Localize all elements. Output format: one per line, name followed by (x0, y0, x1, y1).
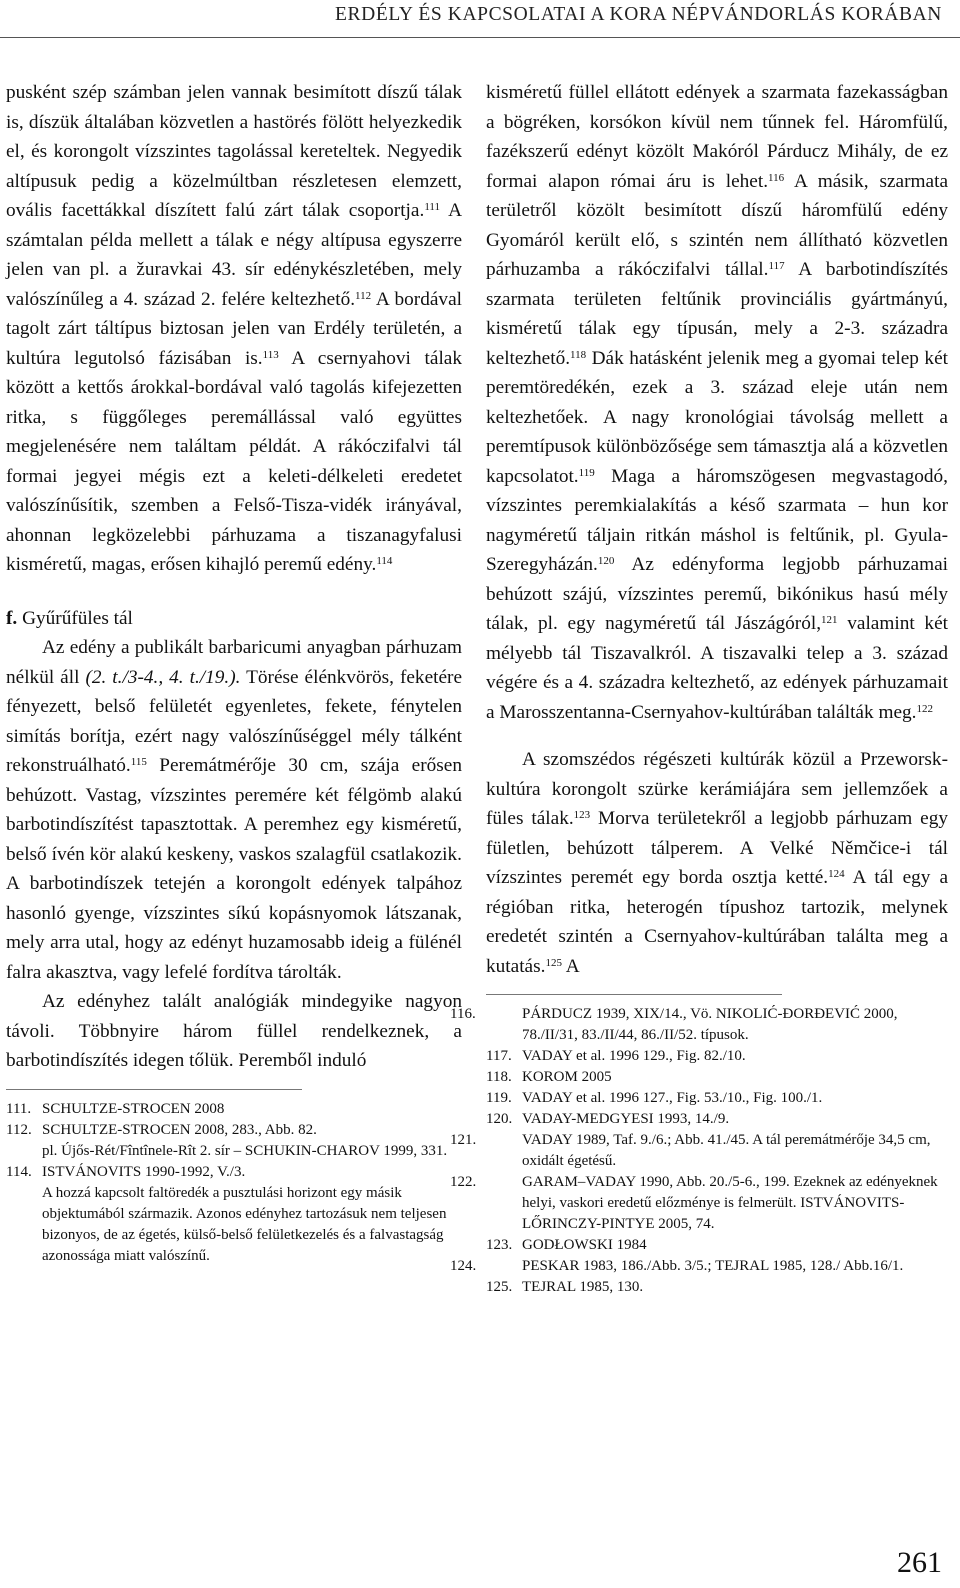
left-paragraph-1: pusként szép számban jelen vannak besimított díszű tálak is, díszük általában közvetlen a hastörés fölött helyezkedik el, és korongolt vízszintes tagolással kereteltek. Negyedik altípusuk pedig a közelmúltban részletesen elemzett, ovális facettákkal díszített falú zárt tálak csoportja.$^{111}$ A számtalan példa mellett a tálak e négy altípusa egyszerre jelen van pl. a žuravkai 43. sír edénykészletében, mely valószínűleg a 4. század 2. felére keltezhető.$^{112}$ A bordával tagolt zárt táltípus biztosan jelen van Erdély területén, a kultúra legutolsó fázisában is.$^{113}$ A csernyahovi tálak között a kettős árokkal-bordával való tagolás kifejezetten ritka, s függőleges peremállással való együttes megjelenésére nem találtam példát. A rákóczifalvi tál formai jegyei mégis ezt a keleti-délkeleti eredetet valószínűsítik, szemben a Felső-Tisza-vidék irányával, ahonnan legközelebbi párhuzama a tiszanagyfalusi kisméretű, magas, erősen kihajló peremű edény.$^{114}$ (6, 82, 463, 575)
footnote-ref-123[interactable]: 123 (573, 809, 591, 821)
footnote-114: 114. ISTVÁNOVITS 1990-1992, V./3. (6, 1163, 246, 1180)
left-footnotes (6, 1099, 462, 1267)
footnote-118: 118. KOROM 2005 (486, 1069, 612, 1085)
footnote-120: 120. VADAY-MEDGYESI 1993, 14./9. (486, 1111, 730, 1127)
footnote-rule (486, 994, 782, 995)
section-heading-f (6, 604, 462, 634)
footnote-ref-124[interactable]: 124 (828, 868, 845, 880)
footnote-112: 112. SCHULTZE-STROCEN 2008, 283., Abb. 82. (6, 1121, 317, 1138)
section-letter: f. (6, 607, 18, 629)
header-rule (0, 37, 960, 38)
footnote-117: 117. VADAY et al. 1996 129., Fig. 82./10. (486, 1048, 746, 1064)
footnote-ref-122[interactable]: 122 (916, 702, 933, 715)
footnote-113: pl. Újős-Rét/Fîntînele-Rît 2. sír – SCHUKIN-CHAROV 1999, 331. (42, 1142, 448, 1159)
footnote-ref-112[interactable]: 112 (355, 289, 372, 302)
footnote-ref-119[interactable]: 119 (578, 466, 595, 479)
footnote-ref-111[interactable]: 111 (424, 201, 440, 213)
footnote-ref-121[interactable]: 121 (821, 614, 838, 626)
footnote-122: 122. GARAM–VADAY 1990, Abb. 20./5-6., 199. Ezeknek az edényeknek helyi, vaskori eredetű előzménye is felmerült. ISTVÁNOVITS-LŐRINCZY-PINTYE 2005, 74. (450, 1174, 938, 1232)
footnote-ref-115[interactable]: 115 (130, 756, 147, 768)
footnote-ref-125[interactable]: 125 (545, 956, 562, 969)
footnote-125: 125. TEJRAL 1985, 130. (486, 1279, 644, 1295)
footnote-121: 121. VADAY 1989, Taf. 9./6.; Abb. 41./45. A tál peremátmérője 34,5 cm, oxidált égetésű. (450, 1132, 931, 1169)
footnote-116: 116. PÁRDUCZ 1939, XIX/14., Vö. NIKOLIĆ-ĐORĐEVIĆ 2000, 78./II/31, 83./II/44, 86./II/52. típusok. (450, 1006, 898, 1043)
right-paragraph-1: kisméretű füllel ellátott edények a szarmata fazekasságban a bögréken, korsókon kívül nem tűnnek fel. Háromfülű, fazékszerű edényt közölt Makóról Párducz Mihály, de ez formai alapon római áru is lehet.$^{116}$ A másik, szarmata területről közölt besimított díszű háromfülű edény Gyomáról került elő, s szintén nem állítható közvetlen párhuzamba a rákóczifalvi tállal.$^{117}$ A barbotindíszítés szarmata területen feltűnik provinciális gyártmányú, kisméretű tálak egy típusán, mely a 2-3. századra keltezhető.$^{118}$ Dák hatásként jelenik meg a gyomai telep két peremtöredékén, ezek a 3. század eleje után nem keltezhetőek. A nagy kronológiai távolság mellett a peremtípusok különbözősége sem támasztja alá a közvetlen kapcsolatot.$^{119}$ Maga a háromszögesen megvastagodó, vízszintes peremkialakítás a késő szarmata – hun kor nagyméretű táljain ritkán máshol is feltűnik, pl. Gyula-Szeregyházán.$^{120}$ Az edényforma legjobb párhuzamai behúzott szájú, vízszintes peremű, bikónikus hasú mély tálak, pl. egy nagyméretű tál Jászágóról,$^{121}$ valamint két mélyebb tál Tiszavalkról. A tiszavalki telep a 3. század végére és a 4. századra keltezhető, az edények párhuzamait a Marosszentanna-Csernyahov-kultúrában találták meg.$^{122}$ (486, 82, 948, 723)
footnote-119: 119. VADAY et al. 1996 127., Fig. 53./10., Fig. 100./1. (486, 1090, 823, 1106)
figure-reference: (2. t./3-4., 4. t./19.). (85, 666, 241, 688)
footnote-ref-118[interactable]: 118 (570, 348, 587, 361)
footnote-rule (6, 1089, 302, 1090)
footnote-123: 123. GODŁOWSKI 1984 (486, 1237, 647, 1253)
footnote-115: A hozzá kapcsolt faltöredék a pusztulási horizont egy másik objektumából származik. Azonos edényhez tartozásuk nem teljesen bizonyos, de az égetés, külső-belső felületkezelés és a falvastagság azonossága miatt valószínű. (42, 1184, 447, 1264)
left-paragraph-3: Az edényhez talált analógiák mindegyike nagyon távoli. Többnyire három füllel rendelkeznek, a barbotindíszítés idegen tőlük. Peremből induló (6, 991, 462, 1071)
footnote-ref-117[interactable]: 117 (768, 260, 785, 272)
footnote-ref-113[interactable]: 113 (262, 348, 279, 361)
left-column (6, 78, 462, 1267)
footnote-ref-116[interactable]: 116 (768, 171, 785, 184)
right-footnotes (450, 1004, 948, 1298)
right-column (450, 78, 949, 1298)
running-header: ERDÉLY ÉS KAPCSOLATAI A KORA NÉPVÁNDORLÁS KORÁBAN (335, 4, 942, 25)
footnote-ref-114[interactable]: 114 (376, 555, 393, 567)
page-number: 261 (897, 1546, 942, 1579)
footnote-124: 124. PESKAR 1983, 186./Abb. 3/5.; TEJRAL 1985, 128./ Abb.16/1. (450, 1258, 904, 1274)
footnote-ref-120[interactable]: 120 (597, 555, 615, 567)
left-paragraph-2: Az edény a publikált barbaricumi anyagban párhuzam nélkül áll (2. t./3-4., 4. t./19.). Törése élénkvörös, feketére fényezett, belső felületét egyenletes, fekete, fénytelen simítás borítja, ezért nagy valószínűséggel mély tálként rekonstruálható.$^{115}$ Peremátmérője 30 cm, szája erősen behúzott. Vastag, vízszintes peremére két félgömb alakú barbotindíszítést tapasztottak. A peremhez egy kisméretű, belső ívén kör alakú keskeny, vaskos szalagfül csatlakozik. A barbotindíszek tetején a korongolt edények talpához hasonló gyenge, vízszintes síkú kopásnyomok látszanak, mely arra utal, hogy az edényt huzamosabb ideig a fülénél falra akasztva, vagy lefelé fordítva tárolták. (6, 637, 463, 983)
section-title: Gyűrűfüles tál (17, 607, 133, 629)
right-paragraph-2: A szomszédos régészeti kultúrák közül a Przeworsk-kultúra korongolt szürke kerámiájára sem jellemzőek a füles tálak.$^{123}$ Morva területekről a legjobb párhuzam egy fületlen, behúzott tálperem. A Velké Němčice-i tál vízszintes peremét egy borda osztja ketté.$^{124}$ A tál egy a régióban ritka, heterogén típushoz tartozik, melynek eredetét szintén a Csernyahov-kultúrában találta meg a kutatás.$^{125}$ A (486, 749, 949, 977)
footnote-111: 111. SCHULTZE-STROCEN 2008 (6, 1100, 225, 1117)
